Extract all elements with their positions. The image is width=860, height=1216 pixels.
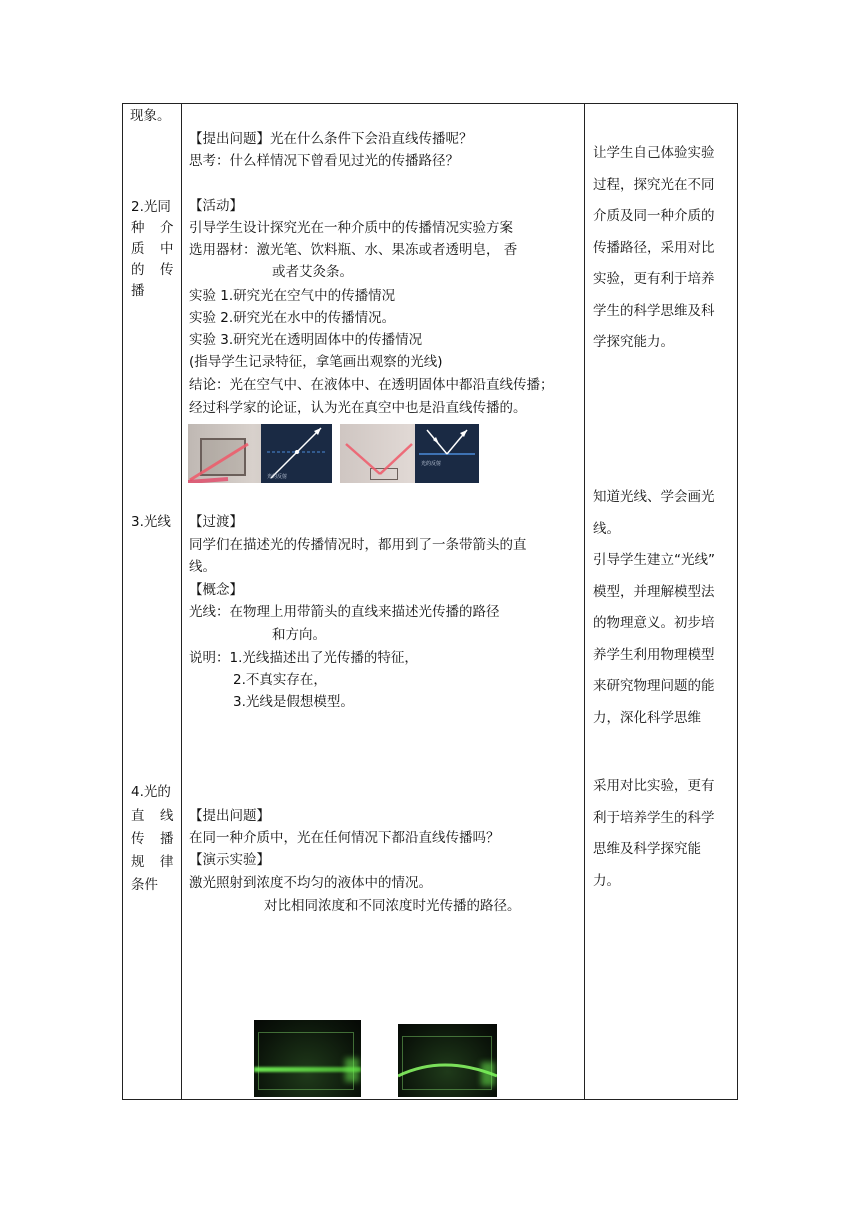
definition-line: 光线：在物理上用带箭头的直线来描述光传播的路径 bbox=[189, 604, 500, 620]
experiment-1: 实验 1.研究光在空气中的传播情况 bbox=[189, 288, 396, 304]
tank-shape bbox=[258, 1032, 354, 1090]
guidance-line: (指导学生记录特征，拿笔画出观察的光线) bbox=[189, 354, 443, 370]
note-line: 说明：1.光线描述出了光传播的特征， bbox=[189, 650, 418, 666]
note-line: 2.不真实存在， bbox=[233, 672, 327, 688]
conclusion-line: 结论：光在空气中、在液体中、在透明固体中都沿直线传播； bbox=[189, 377, 554, 393]
column-divider bbox=[181, 104, 182, 1099]
definition-line-cont: 和方向。 bbox=[272, 627, 326, 643]
row-fragment-text: 现象。 bbox=[130, 108, 171, 124]
transition-heading: 【过渡】 bbox=[189, 514, 243, 530]
laser-liquid-photo-2 bbox=[398, 1024, 497, 1097]
body-line: 线。 bbox=[189, 559, 216, 575]
materials-line-cont: 或者艾灸条。 bbox=[272, 264, 353, 280]
question-line: 【提出问题】光在什么条件下会沿直线传播呢？ bbox=[189, 131, 473, 147]
column-divider bbox=[584, 104, 585, 1099]
conclusion-line-cont: 经过科学家的论证，认为光在真空中也是沿直线传播的。 bbox=[189, 400, 527, 416]
reflection-diagram bbox=[415, 424, 479, 483]
design-intent-3: 采用对比实验，更有 利于培养学生的科学 思维及科学探究能 力。 bbox=[593, 778, 715, 889]
glow bbox=[345, 1058, 359, 1082]
question-heading: 【提出问题】 bbox=[189, 808, 270, 824]
materials-line: 选用器材：激光笔、饮料瓶、水、果冻或者透明皂， 香 bbox=[189, 242, 518, 258]
diagram-panel bbox=[415, 424, 479, 483]
diagram-caption: 光的反射 bbox=[267, 474, 288, 480]
curved-laser-beam bbox=[398, 1024, 497, 1097]
body-line: 在同一种介质中，光在任何情况下都沿直线传播吗？ bbox=[189, 830, 500, 846]
reflection-photo-1 bbox=[188, 424, 332, 483]
note-line: 3.光线是假想模型。 bbox=[233, 694, 354, 710]
demo-heading: 【演示实验】 bbox=[189, 852, 270, 868]
diagram-panel bbox=[261, 424, 332, 483]
reflection-photo-2 bbox=[340, 424, 479, 483]
design-intent-2: 知道光线、学会画光 线。 引导学生建立“光线” 模型，并理解模型法 的物理意义。初步培 养学生利用物理模型 来研究物理问题的能 力，深化科学思维 bbox=[593, 489, 715, 726]
body-line: 激光照射到浓度不均匀的液体中的情况。 bbox=[189, 875, 432, 891]
glow bbox=[481, 1062, 495, 1086]
experiment-3: 实验 3.研究光在透明固体中的传播情况 bbox=[189, 332, 423, 348]
body-line: 引导学生设计探究光在一种介质中的传播情况实验方案 bbox=[189, 220, 513, 236]
activity-heading: 【活动】 bbox=[189, 198, 243, 214]
laser-liquid-photo-1 bbox=[254, 1020, 361, 1097]
experiment-2: 实验 2.研究光在水中的传播情况。 bbox=[189, 310, 396, 326]
design-intent-1: 让学生自己体验实验 过程，探究光在不同 介质及同一种介质的 传播路径，采用对比 实验，更有利于培养 学生的科学思维及科 学探究能力。 bbox=[593, 145, 715, 350]
think-line: 思考：什么样情况下曾看见过光的传播路径？ bbox=[189, 153, 459, 169]
concept-heading: 【概念】 bbox=[189, 582, 243, 598]
body-line: 对比相同浓度和不同浓度时光传播的路径。 bbox=[264, 898, 521, 914]
section-3-title: 3.光线 bbox=[131, 514, 171, 530]
diagram-caption: 光的反射 bbox=[421, 461, 442, 467]
body-line: 同学们在描述光的传播情况时，都用到了一条带箭头的直 bbox=[189, 537, 527, 553]
